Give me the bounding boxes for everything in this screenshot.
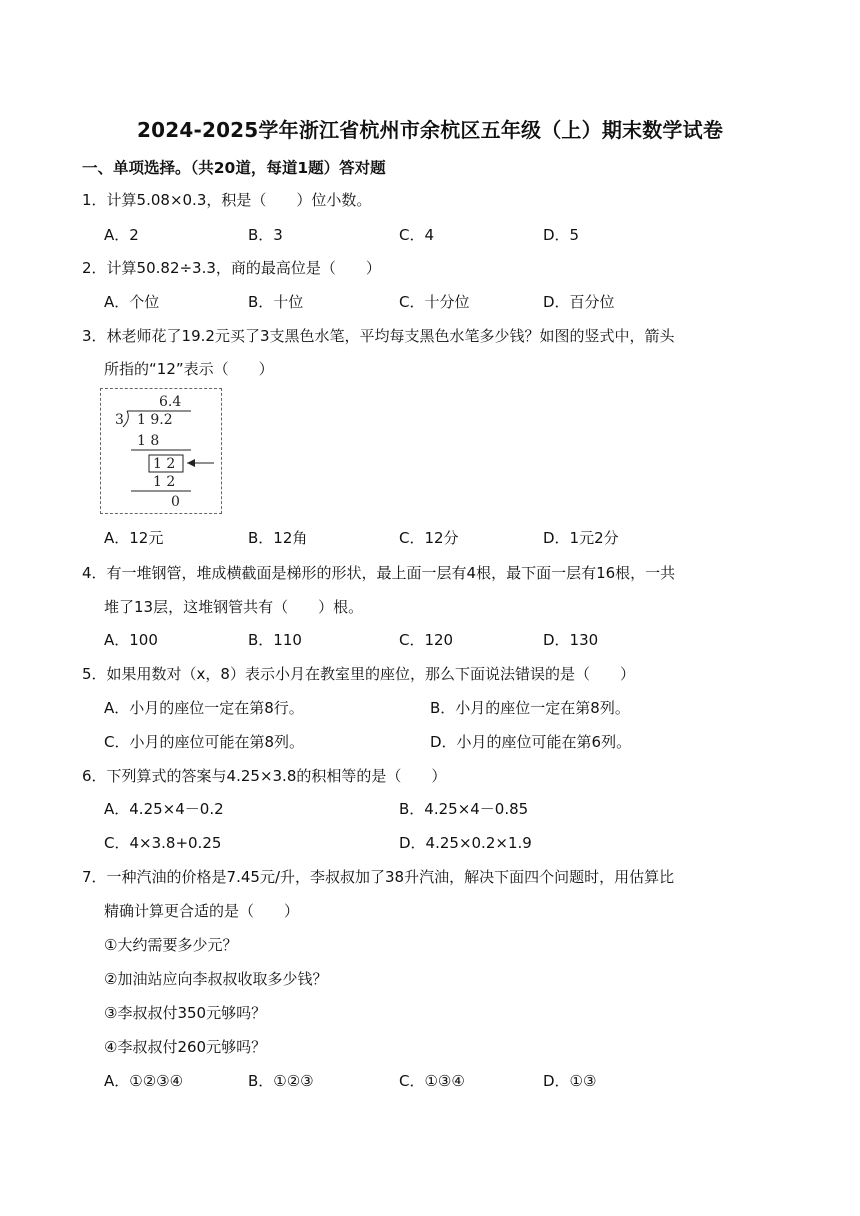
question-7-option-a[interactable]: A．①②③④	[104, 1072, 184, 1090]
question-4-option-c[interactable]: C．120	[399, 631, 454, 649]
question-7-item-2: ②加油站应向李叔叔收取多少钱？	[104, 970, 328, 988]
question-1-option-b[interactable]: B．3	[248, 226, 283, 244]
long-division-figure	[100, 388, 222, 514]
question-1-text: 1．计算5.08×0.3，积是（ ）位小数。	[82, 191, 372, 209]
question-6-option-b[interactable]: B．4.25×4－0.85	[399, 800, 529, 818]
question-6-text: 6．下列算式的答案与4.25×3.8的积相等的是（ ）	[82, 767, 447, 785]
question-5-option-c[interactable]: C．小月的座位可能在第8列。	[104, 733, 305, 751]
section-heading: 一、单项选择。（共20道，每道1题）答对题	[82, 159, 386, 177]
question-1-option-c[interactable]: C．4	[399, 226, 435, 244]
question-7-option-d[interactable]: D．①③	[543, 1072, 597, 1090]
question-2-option-a[interactable]: A．个位	[104, 293, 160, 311]
question-3-option-a[interactable]: A．12元	[104, 529, 164, 547]
question-7-option-b[interactable]: B．①②③	[248, 1072, 314, 1090]
question-6-option-a[interactable]: A．4.25×4－0.2	[104, 800, 224, 818]
dividend-text: 1 9.2	[137, 412, 173, 428]
remainder-text: 0	[171, 494, 180, 510]
question-4-option-a[interactable]: A．100	[104, 631, 158, 649]
question-7-item-4: ④李叔叔付260元够吗？	[104, 1038, 267, 1056]
question-6-option-c[interactable]: C．4×3.8+0.25	[104, 834, 222, 852]
question-7-item-1: ①大约需要多少元？	[104, 936, 238, 954]
step1-text: 1 8	[137, 433, 160, 449]
question-4-option-b[interactable]: B．110	[248, 631, 302, 649]
question-3-text-line1: 3．林老师花了19.2元买了3支黑色水笔，平均每支黑色水笔多少钱？如图的竖式中，箭头	[82, 327, 675, 345]
question-6-option-d[interactable]: D．4.25×0.2×1.9	[399, 834, 532, 852]
question-3-text-line2: 所指的“12”表示（ ）	[104, 360, 274, 378]
step2-text: 1 2	[153, 474, 176, 490]
question-4-option-d[interactable]: D．130	[543, 631, 599, 649]
question-3-option-d[interactable]: D．1元2分	[543, 529, 619, 547]
question-7-item-3: ③李叔叔付350元够吗？	[104, 1004, 267, 1022]
question-2-option-c[interactable]: C．十分位	[399, 293, 470, 311]
question-2-option-b[interactable]: B．十位	[248, 293, 304, 311]
question-4-text-line2: 堆了13层，这堆钢管共有（ ）根。	[104, 598, 364, 616]
question-7-text-line2: 精确计算更合适的是（ ）	[104, 902, 300, 920]
question-3-option-b[interactable]: B．12角	[248, 529, 308, 547]
question-5-text: 5．如果用数对（x，8）表示小月在教室里的座位，那么下面说法错误的是（ ）	[82, 665, 635, 683]
question-3-option-c[interactable]: C．12分	[399, 529, 459, 547]
question-5-option-d[interactable]: D．小月的座位可能在第6列。	[430, 733, 632, 751]
page-title: 2024-2025学年浙江省杭州市余杭区五年级（上）期末数学试卷	[136, 118, 724, 142]
question-2-option-d[interactable]: D．百分位	[543, 293, 615, 311]
question-7-text-line1: 7．一种汽油的价格是7.45元/升，李叔叔加了38升汽油，解决下面四个问题时，用估算比	[82, 868, 675, 886]
question-4-text-line1: 4．有一堆钢管，堆成横截面是梯形的形状，最上面一层有4根，最下面一层有16根，一共	[82, 564, 676, 582]
question-7-option-c[interactable]: C．①③④	[399, 1072, 465, 1090]
question-1-option-d[interactable]: D．5	[543, 226, 580, 244]
arrow-head-icon	[187, 459, 195, 467]
question-5-option-b[interactable]: B．小月的座位一定在第8列。	[430, 699, 630, 717]
question-5-option-a[interactable]: A．小月的座位一定在第8行。	[104, 699, 304, 717]
long-division-svg	[101, 389, 221, 513]
quotient-text: 6.4	[159, 394, 182, 410]
question-1-option-a[interactable]: A．2	[104, 226, 139, 244]
boxed-text: 1 2	[153, 456, 176, 472]
divisor-text: 3	[115, 412, 124, 428]
question-2-text: 2．计算50.82÷3.3，商的最高位是（ ）	[82, 259, 381, 277]
